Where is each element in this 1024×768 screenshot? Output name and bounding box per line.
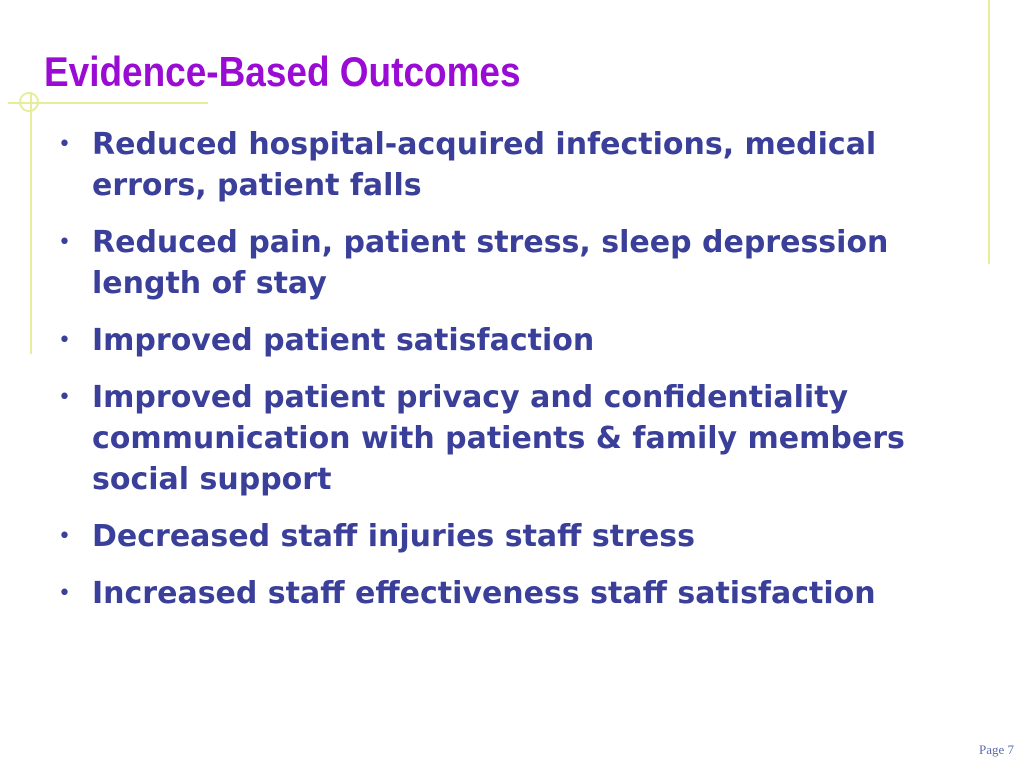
bullet-dot-icon: •	[58, 328, 71, 353]
bullet-item	[58, 320, 968, 361]
bullet-text: Increased staff effectiveness staff satisfaction	[92, 576, 876, 611]
bullet-dot-icon: •	[58, 132, 71, 157]
slide-title: Evidence-Based Outcomes	[44, 48, 521, 95]
bullet-dot-icon: •	[58, 230, 71, 255]
bullet-text: Decreased staff injuries staff stress	[92, 519, 695, 554]
bullet-item	[58, 516, 968, 557]
bullet-text: Improved patient privacy and confidentiality communication with patients & family members social support	[92, 380, 905, 497]
bullet-list	[58, 124, 968, 630]
bullet-dot-icon: •	[58, 581, 71, 606]
bullet-dot-icon: •	[58, 385, 71, 410]
bullet-item	[58, 124, 968, 206]
bullet-text: Improved patient satisfaction	[92, 323, 595, 358]
decorative-circle-icon	[19, 92, 39, 112]
bullet-item	[58, 573, 968, 614]
bullet-text: Reduced hospital-acquired infections, medical errors, patient falls	[92, 127, 877, 203]
decorative-vertical-line-left	[30, 92, 32, 354]
bullet-item	[58, 222, 968, 304]
page-number: Page 7	[978, 742, 1014, 757]
decorative-vertical-line-right	[988, 0, 990, 264]
bullet-text: Reduced pain, patient stress, sleep depression length of stay	[92, 225, 889, 301]
bullet-item	[58, 377, 968, 500]
bullet-dot-icon: •	[58, 524, 71, 549]
